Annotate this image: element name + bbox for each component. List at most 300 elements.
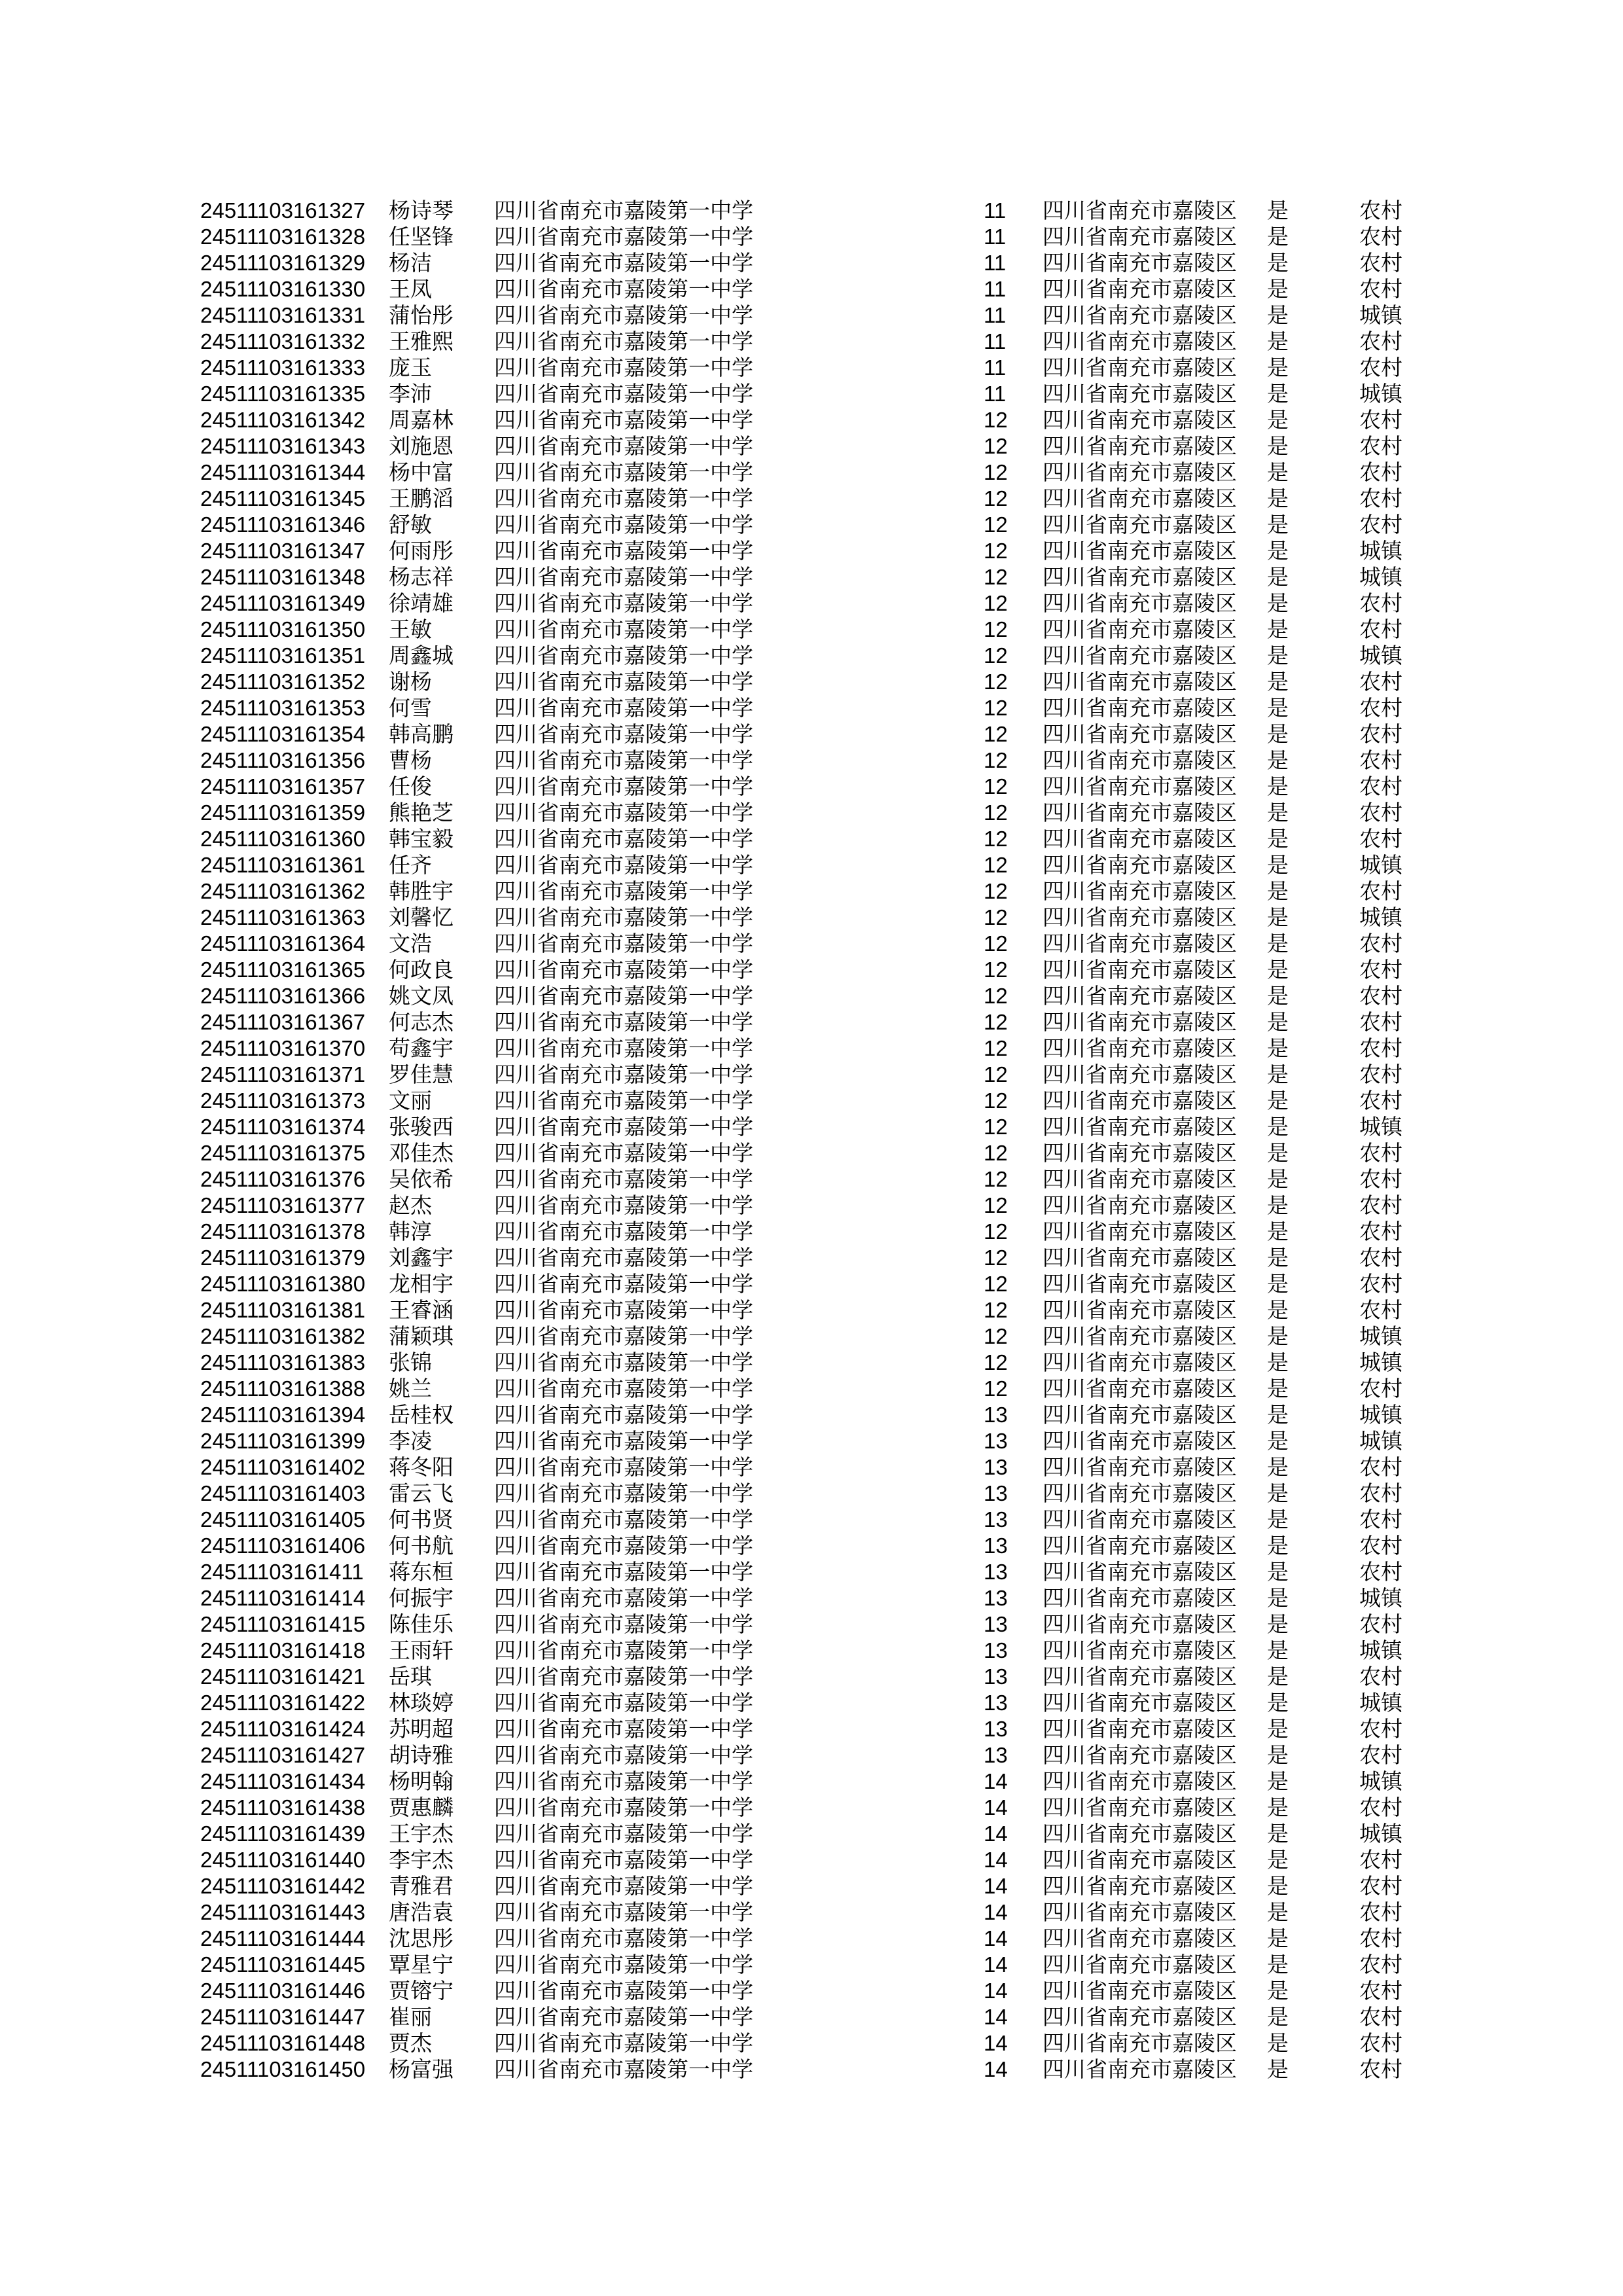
school-name: 四川省南充市嘉陵第一中学 <box>494 1691 753 1715</box>
residence-type: 农村 <box>1359 1010 1402 1034</box>
school-name: 四川省南充市嘉陵第一中学 <box>494 958 753 982</box>
class-number: 12 <box>984 984 1008 1008</box>
student-name: 何政良 <box>389 958 454 982</box>
region-name: 四川省南充市嘉陵区 <box>1043 1612 1237 1636</box>
residence-type: 农村 <box>1359 460 1402 484</box>
residence-type: 农村 <box>1359 2031 1402 2055</box>
confirm-flag: 是 <box>1267 2031 1289 2055</box>
class-number: 11 <box>984 198 1007 223</box>
confirm-flag: 是 <box>1267 224 1289 249</box>
region-name: 四川省南充市嘉陵区 <box>1043 1795 1237 1820</box>
school-name: 四川省南充市嘉陵第一中学 <box>494 1219 753 1244</box>
student-name: 杨诗琴 <box>389 198 454 223</box>
student-id: 24511103161402 <box>200 1455 366 1479</box>
class-number: 12 <box>984 1298 1008 1322</box>
residence-type: 农村 <box>1359 486 1402 511</box>
region-name: 四川省南充市嘉陵区 <box>1043 382 1237 406</box>
region-name: 四川省南充市嘉陵区 <box>1043 931 1237 956</box>
confirm-flag: 是 <box>1267 1141 1289 1165</box>
student-id: 24511103161330 <box>200 277 366 301</box>
class-number: 13 <box>984 1481 1008 1505</box>
student-name: 刘馨忆 <box>389 905 454 929</box>
table-row <box>0 538 1623 564</box>
class-number: 12 <box>984 512 1008 537</box>
region-name: 四川省南充市嘉陵区 <box>1043 1979 1237 2003</box>
class-number: 11 <box>984 251 1007 275</box>
student-id: 24511103161380 <box>200 1272 366 1296</box>
region-name: 四川省南充市嘉陵区 <box>1043 2057 1237 2081</box>
student-id: 24511103161365 <box>200 958 366 982</box>
student-id: 24511103161381 <box>200 1298 366 1322</box>
student-id: 24511103161399 <box>200 1429 366 1453</box>
school-name: 四川省南充市嘉陵第一中学 <box>494 408 753 432</box>
region-name: 四川省南充市嘉陵区 <box>1043 1507 1237 1532</box>
school-name: 四川省南充市嘉陵第一中学 <box>494 1664 753 1689</box>
region-name: 四川省南充市嘉陵区 <box>1043 1586 1237 1610</box>
student-id: 24511103161374 <box>200 1115 366 1139</box>
confirm-flag: 是 <box>1267 905 1289 929</box>
residence-type: 农村 <box>1359 1246 1402 1270</box>
residence-type: 农村 <box>1359 277 1402 301</box>
student-name: 蒋东桓 <box>389 1560 454 1584</box>
residence-type: 城镇 <box>1359 1115 1402 1139</box>
student-name: 杨洁 <box>389 251 432 275</box>
student-name: 文浩 <box>389 931 432 956</box>
region-name: 四川省南充市嘉陵区 <box>1043 355 1237 380</box>
residence-type: 农村 <box>1359 1952 1402 1977</box>
residence-type: 农村 <box>1359 1193 1402 1217</box>
school-name: 四川省南充市嘉陵第一中学 <box>494 1403 753 1427</box>
residence-type: 农村 <box>1359 1272 1402 1296</box>
student-name: 唐浩袁 <box>389 1900 454 1924</box>
confirm-flag: 是 <box>1267 198 1289 223</box>
table-row <box>0 1978 1623 2004</box>
school-name: 四川省南充市嘉陵第一中学 <box>494 277 753 301</box>
region-name: 四川省南充市嘉陵区 <box>1043 1769 1237 1793</box>
student-id: 24511103161331 <box>200 303 366 327</box>
student-name: 何雪 <box>389 696 432 720</box>
school-name: 四川省南充市嘉陵第一中学 <box>494 617 753 641</box>
student-id: 24511103161422 <box>200 1691 366 1715</box>
residence-type: 农村 <box>1359 800 1402 825</box>
class-number: 11 <box>984 277 1007 301</box>
confirm-flag: 是 <box>1267 984 1289 1008</box>
student-id: 24511103161448 <box>200 2031 366 2055</box>
student-id: 24511103161342 <box>200 408 366 432</box>
class-number: 13 <box>984 1612 1008 1636</box>
region-name: 四川省南充市嘉陵区 <box>1043 1848 1237 1872</box>
student-name: 陈佳乐 <box>389 1612 454 1636</box>
class-number: 11 <box>984 329 1007 353</box>
student-name: 曹杨 <box>389 748 432 772</box>
region-name: 四川省南充市嘉陵区 <box>1043 1167 1237 1191</box>
student-name: 徐靖雄 <box>389 591 454 615</box>
school-name: 四川省南充市嘉陵第一中学 <box>494 827 753 851</box>
confirm-flag: 是 <box>1267 382 1289 406</box>
class-number: 12 <box>984 879 1008 903</box>
student-id: 24511103161345 <box>200 486 366 511</box>
table-row <box>0 669 1623 695</box>
table-row <box>0 1402 1623 1428</box>
table-row <box>0 1140 1623 1166</box>
school-name: 四川省南充市嘉陵第一中学 <box>494 303 753 327</box>
class-number: 12 <box>984 800 1008 825</box>
student-name: 王宇杰 <box>389 1821 454 1846</box>
table-row <box>0 1585 1623 1611</box>
student-name: 何雨彤 <box>389 539 454 563</box>
class-number: 14 <box>984 1979 1008 2003</box>
table-row <box>0 826 1623 852</box>
residence-type: 城镇 <box>1359 853 1402 877</box>
residence-type: 农村 <box>1359 617 1402 641</box>
class-number: 11 <box>984 382 1007 406</box>
region-name: 四川省南充市嘉陵区 <box>1043 1664 1237 1689</box>
class-number: 12 <box>984 1246 1008 1270</box>
confirm-flag: 是 <box>1267 879 1289 903</box>
table-row <box>0 1926 1623 1952</box>
student-id: 24511103161356 <box>200 748 366 772</box>
student-id: 24511103161351 <box>200 643 366 668</box>
student-id: 24511103161350 <box>200 617 366 641</box>
student-name: 杨志祥 <box>389 565 454 589</box>
class-number: 13 <box>984 1691 1008 1715</box>
student-id: 24511103161343 <box>200 434 366 458</box>
residence-type: 城镇 <box>1359 303 1402 327</box>
school-name: 四川省南充市嘉陵第一中学 <box>494 224 753 249</box>
student-id: 24511103161357 <box>200 774 366 798</box>
student-name: 王鹏滔 <box>389 486 454 511</box>
class-number: 14 <box>984 2005 1008 2029</box>
confirm-flag: 是 <box>1267 1743 1289 1767</box>
region-name: 四川省南充市嘉陵区 <box>1043 1062 1237 1086</box>
confirm-flag: 是 <box>1267 1979 1289 2003</box>
school-name: 四川省南充市嘉陵第一中学 <box>494 1376 753 1401</box>
region-name: 四川省南充市嘉陵区 <box>1043 1952 1237 1977</box>
school-name: 四川省南充市嘉陵第一中学 <box>494 1821 753 1846</box>
school-name: 四川省南充市嘉陵第一中学 <box>494 1324 753 1348</box>
residence-type: 城镇 <box>1359 1429 1402 1453</box>
confirm-flag: 是 <box>1267 1691 1289 1715</box>
student-name: 蒲颖琪 <box>389 1324 454 1348</box>
student-id: 24511103161450 <box>200 2057 366 2081</box>
student-id: 24511103161344 <box>200 460 366 484</box>
student-id: 24511103161363 <box>200 905 366 929</box>
confirm-flag: 是 <box>1267 1455 1289 1479</box>
student-name: 何志杰 <box>389 1010 454 1034</box>
student-id: 24511103161424 <box>200 1717 366 1741</box>
region-name: 四川省南充市嘉陵区 <box>1043 670 1237 694</box>
school-name: 四川省南充市嘉陵第一中学 <box>494 1062 753 1086</box>
student-name: 胡诗雅 <box>389 1743 454 1767</box>
table-row <box>0 459 1623 486</box>
student-name: 沈思彤 <box>389 1926 454 1950</box>
school-name: 四川省南充市嘉陵第一中学 <box>494 1455 753 1479</box>
table-row <box>0 381 1623 407</box>
student-id: 24511103161333 <box>200 355 366 380</box>
table-row <box>0 1873 1623 1899</box>
school-name: 四川省南充市嘉陵第一中学 <box>494 1926 753 1950</box>
class-number: 12 <box>984 1350 1008 1374</box>
confirm-flag: 是 <box>1267 1350 1289 1374</box>
table-row <box>0 1742 1623 1768</box>
table-row <box>0 1847 1623 1873</box>
region-name: 四川省南充市嘉陵区 <box>1043 879 1237 903</box>
table-row <box>0 1166 1623 1193</box>
student-id: 24511103161378 <box>200 1219 366 1244</box>
residence-type: 农村 <box>1359 1717 1402 1741</box>
student-name: 何振宇 <box>389 1586 454 1610</box>
student-name: 谢杨 <box>389 670 432 694</box>
student-id: 24511103161361 <box>200 853 366 877</box>
table-row <box>0 590 1623 617</box>
class-number: 12 <box>984 1324 1008 1348</box>
region-name: 四川省南充市嘉陵区 <box>1043 1743 1237 1767</box>
class-number: 12 <box>984 565 1008 589</box>
confirm-flag: 是 <box>1267 1219 1289 1244</box>
student-id: 24511103161348 <box>200 565 366 589</box>
residence-type: 农村 <box>1359 1062 1402 1086</box>
class-number: 12 <box>984 931 1008 956</box>
residence-type: 农村 <box>1359 1874 1402 1898</box>
class-number: 12 <box>984 1036 1008 1060</box>
residence-type: 农村 <box>1359 1481 1402 1505</box>
student-id: 24511103161379 <box>200 1246 366 1270</box>
class-number: 12 <box>984 1376 1008 1401</box>
confirm-flag: 是 <box>1267 565 1289 589</box>
student-id: 24511103161445 <box>200 1952 366 1977</box>
school-name: 四川省南充市嘉陵第一中学 <box>494 696 753 720</box>
residence-type: 农村 <box>1359 1036 1402 1060</box>
school-name: 四川省南充市嘉陵第一中学 <box>494 1507 753 1532</box>
confirm-flag: 是 <box>1267 460 1289 484</box>
school-name: 四川省南充市嘉陵第一中学 <box>494 1952 753 1977</box>
student-id: 24511103161366 <box>200 984 366 1008</box>
region-name: 四川省南充市嘉陵区 <box>1043 565 1237 589</box>
student-id: 24511103161346 <box>200 512 366 537</box>
region-name: 四川省南充市嘉陵区 <box>1043 2005 1237 2029</box>
confirm-flag: 是 <box>1267 931 1289 956</box>
student-name: 罗佳慧 <box>389 1062 454 1086</box>
student-name: 林琰婷 <box>389 1691 454 1715</box>
confirm-flag: 是 <box>1267 1429 1289 1453</box>
residence-type: 城镇 <box>1359 565 1402 589</box>
table-row <box>0 2004 1623 2030</box>
region-name: 四川省南充市嘉陵区 <box>1043 1926 1237 1950</box>
school-name: 四川省南充市嘉陵第一中学 <box>494 2031 753 2055</box>
residence-type: 城镇 <box>1359 643 1402 668</box>
confirm-flag: 是 <box>1267 329 1289 353</box>
table-row <box>0 1899 1623 1926</box>
student-name: 杨明翰 <box>389 1769 454 1793</box>
confirm-flag: 是 <box>1267 1769 1289 1793</box>
confirm-flag: 是 <box>1267 486 1289 511</box>
residence-type: 农村 <box>1359 1141 1402 1165</box>
confirm-flag: 是 <box>1267 251 1289 275</box>
table-row <box>0 1376 1623 1402</box>
region-name: 四川省南充市嘉陵区 <box>1043 1481 1237 1505</box>
class-number: 12 <box>984 1193 1008 1217</box>
region-name: 四川省南充市嘉陵区 <box>1043 1403 1237 1427</box>
school-name: 四川省南充市嘉陵第一中学 <box>494 486 753 511</box>
school-name: 四川省南充市嘉陵第一中学 <box>494 1481 753 1505</box>
confirm-flag: 是 <box>1267 1664 1289 1689</box>
school-name: 四川省南充市嘉陵第一中学 <box>494 984 753 1008</box>
school-name: 四川省南充市嘉陵第一中学 <box>494 329 753 353</box>
table-row <box>0 1114 1623 1140</box>
class-number: 13 <box>984 1534 1008 1558</box>
residence-type: 农村 <box>1359 722 1402 746</box>
confirm-flag: 是 <box>1267 774 1289 798</box>
region-name: 四川省南充市嘉陵区 <box>1043 1821 1237 1846</box>
residence-type: 农村 <box>1359 1167 1402 1191</box>
student-name: 崔丽 <box>389 2005 432 2029</box>
student-id: 24511103161362 <box>200 879 366 903</box>
confirm-flag: 是 <box>1267 1088 1289 1113</box>
residence-type: 农村 <box>1359 1926 1402 1950</box>
confirm-flag: 是 <box>1267 1403 1289 1427</box>
table-row <box>0 1323 1623 1350</box>
confirm-flag: 是 <box>1267 1821 1289 1846</box>
school-name: 四川省南充市嘉陵第一中学 <box>494 1795 753 1820</box>
student-id: 24511103161427 <box>200 1743 366 1767</box>
residence-type: 城镇 <box>1359 1324 1402 1348</box>
table-row <box>0 983 1623 1009</box>
residence-type: 农村 <box>1359 1088 1402 1113</box>
residence-type: 农村 <box>1359 1795 1402 1820</box>
table-row <box>0 329 1623 355</box>
table-row <box>0 1035 1623 1062</box>
region-name: 四川省南充市嘉陵区 <box>1043 198 1237 223</box>
confirm-flag: 是 <box>1267 355 1289 380</box>
residence-type: 农村 <box>1359 591 1402 615</box>
school-name: 四川省南充市嘉陵第一中学 <box>494 1638 753 1662</box>
confirm-flag: 是 <box>1267 800 1289 825</box>
class-number: 12 <box>984 1141 1008 1165</box>
class-number: 14 <box>984 1926 1008 1950</box>
class-number: 13 <box>984 1717 1008 1741</box>
school-name: 四川省南充市嘉陵第一中学 <box>494 1010 753 1034</box>
school-name: 四川省南充市嘉陵第一中学 <box>494 1717 753 1741</box>
residence-type: 农村 <box>1359 1743 1402 1767</box>
confirm-flag: 是 <box>1267 303 1289 327</box>
class-number: 13 <box>984 1743 1008 1767</box>
class-number: 12 <box>984 748 1008 772</box>
student-id: 24511103161375 <box>200 1141 366 1165</box>
confirm-flag: 是 <box>1267 539 1289 563</box>
confirm-flag: 是 <box>1267 853 1289 877</box>
student-name: 苟鑫宇 <box>389 1036 454 1060</box>
class-number: 12 <box>984 722 1008 746</box>
school-name: 四川省南充市嘉陵第一中学 <box>494 1534 753 1558</box>
residence-type: 农村 <box>1359 774 1402 798</box>
table-row <box>0 643 1623 669</box>
student-name: 任齐 <box>389 853 432 877</box>
student-name: 韩高鹏 <box>389 722 454 746</box>
class-number: 11 <box>984 303 1007 327</box>
region-name: 四川省南充市嘉陵区 <box>1043 251 1237 275</box>
table-row <box>0 1716 1623 1742</box>
residence-type: 农村 <box>1359 2057 1402 2081</box>
student-id: 24511103161406 <box>200 1534 366 1558</box>
school-name: 四川省南充市嘉陵第一中学 <box>494 670 753 694</box>
residence-type: 农村 <box>1359 1979 1402 2003</box>
table-row <box>0 198 1623 224</box>
student-id: 24511103161370 <box>200 1036 366 1060</box>
class-number: 14 <box>984 2031 1008 2055</box>
table-row <box>0 1664 1623 1690</box>
residence-type: 农村 <box>1359 1664 1402 1689</box>
table-row <box>0 1454 1623 1480</box>
region-name: 四川省南充市嘉陵区 <box>1043 1429 1237 1453</box>
student-name: 邓佳杰 <box>389 1141 454 1165</box>
region-name: 四川省南充市嘉陵区 <box>1043 1717 1237 1741</box>
confirm-flag: 是 <box>1267 617 1289 641</box>
student-name: 刘施恩 <box>389 434 454 458</box>
table-row <box>0 276 1623 302</box>
residence-type: 农村 <box>1359 408 1402 432</box>
residence-type: 城镇 <box>1359 539 1402 563</box>
class-number: 12 <box>984 460 1008 484</box>
region-name: 四川省南充市嘉陵区 <box>1043 1036 1237 1060</box>
region-name: 四川省南充市嘉陵区 <box>1043 1534 1237 1558</box>
student-name: 青雅君 <box>389 1874 454 1898</box>
student-id: 24511103161442 <box>200 1874 366 1898</box>
region-name: 四川省南充市嘉陵区 <box>1043 1141 1237 1165</box>
residence-type: 农村 <box>1359 2005 1402 2029</box>
school-name: 四川省南充市嘉陵第一中学 <box>494 800 753 825</box>
school-name: 四川省南充市嘉陵第一中学 <box>494 1350 753 1374</box>
school-name: 四川省南充市嘉陵第一中学 <box>494 1586 753 1610</box>
residence-type: 农村 <box>1359 670 1402 694</box>
school-name: 四川省南充市嘉陵第一中学 <box>494 748 753 772</box>
residence-type: 农村 <box>1359 984 1402 1008</box>
class-number: 12 <box>984 696 1008 720</box>
school-name: 四川省南充市嘉陵第一中学 <box>494 1115 753 1139</box>
class-number: 13 <box>984 1507 1008 1532</box>
table-row <box>0 2030 1623 2056</box>
student-id: 24511103161388 <box>200 1376 366 1401</box>
residence-type: 城镇 <box>1359 1586 1402 1610</box>
region-name: 四川省南充市嘉陵区 <box>1043 1115 1237 1139</box>
student-id: 24511103161411 <box>200 1560 364 1584</box>
region-name: 四川省南充市嘉陵区 <box>1043 277 1237 301</box>
region-name: 四川省南充市嘉陵区 <box>1043 1560 1237 1584</box>
region-name: 四川省南充市嘉陵区 <box>1043 1638 1237 1662</box>
confirm-flag: 是 <box>1267 1036 1289 1060</box>
school-name: 四川省南充市嘉陵第一中学 <box>494 905 753 929</box>
class-number: 12 <box>984 486 1008 511</box>
student-name: 岳桂权 <box>389 1403 454 1427</box>
school-name: 四川省南充市嘉陵第一中学 <box>494 460 753 484</box>
student-name: 任坚锋 <box>389 224 454 249</box>
table-row <box>0 1088 1623 1114</box>
student-name: 龙相宇 <box>389 1272 454 1296</box>
student-name: 杨富强 <box>389 2057 454 2081</box>
class-number: 12 <box>984 1010 1008 1034</box>
confirm-flag: 是 <box>1267 1795 1289 1820</box>
table-row <box>0 1062 1623 1088</box>
residence-type: 农村 <box>1359 224 1402 249</box>
class-number: 12 <box>984 774 1008 798</box>
residence-type: 农村 <box>1359 1219 1402 1244</box>
residence-type: 城镇 <box>1359 905 1402 929</box>
residence-type: 农村 <box>1359 931 1402 956</box>
student-name: 王敏 <box>389 617 432 641</box>
school-name: 四川省南充市嘉陵第一中学 <box>494 1900 753 1924</box>
student-name: 雷云飞 <box>389 1481 454 1505</box>
school-name: 四川省南充市嘉陵第一中学 <box>494 1874 753 1898</box>
residence-type: 农村 <box>1359 1534 1402 1558</box>
